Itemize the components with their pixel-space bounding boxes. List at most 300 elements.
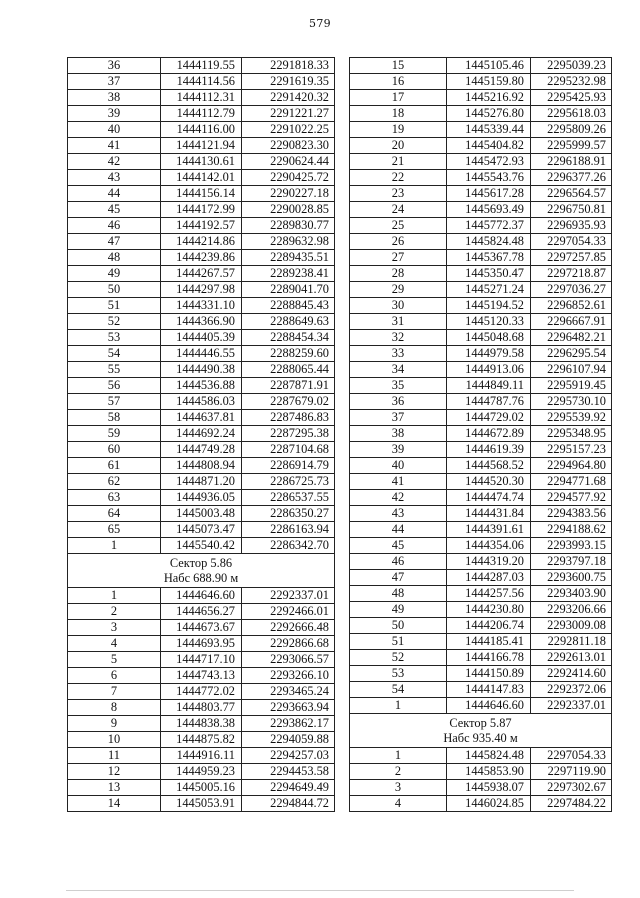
point-number-cell: 18 — [350, 106, 447, 122]
table-row — [350, 202, 612, 218]
y-coordinate-cell: 2292811.18 — [531, 634, 612, 650]
point-number-cell: 52 — [68, 314, 161, 330]
x-coordinate-cell: 1444297.98 — [161, 282, 242, 298]
table-row — [350, 442, 612, 458]
point-number-cell: 24 — [350, 202, 447, 218]
table-row — [68, 506, 335, 522]
x-coordinate-cell: 1445824.48 — [447, 748, 531, 764]
point-number-cell: 62 — [68, 474, 161, 490]
point-number-cell: 14 — [68, 796, 161, 812]
point-number-cell: 48 — [68, 250, 161, 266]
x-coordinate-cell: 1444319.20 — [447, 554, 531, 570]
point-number-cell: 58 — [68, 410, 161, 426]
x-coordinate-cell: 1444916.11 — [161, 748, 242, 764]
point-number-cell: 49 — [68, 266, 161, 282]
point-number-cell: 38 — [68, 90, 161, 106]
table-row — [68, 764, 335, 780]
table-row — [350, 234, 612, 250]
x-coordinate-cell: 1444787.76 — [447, 394, 531, 410]
x-coordinate-cell: 1444446.55 — [161, 346, 242, 362]
y-coordinate-cell: 2288065.44 — [242, 362, 335, 378]
table-row — [68, 716, 335, 732]
x-coordinate-cell: 1444536.88 — [161, 378, 242, 394]
x-coordinate-cell: 1444875.82 — [161, 732, 242, 748]
x-coordinate-cell: 1444743.13 — [161, 668, 242, 684]
x-coordinate-cell: 1444871.20 — [161, 474, 242, 490]
table-row — [68, 732, 335, 748]
y-coordinate-cell: 2295919.45 — [531, 378, 612, 394]
point-number-cell: 40 — [68, 122, 161, 138]
y-coordinate-cell: 2296295.54 — [531, 346, 612, 362]
point-number-cell: 11 — [68, 748, 161, 764]
y-coordinate-cell: 2294649.49 — [242, 780, 335, 796]
y-coordinate-cell: 2293862.17 — [242, 716, 335, 732]
y-coordinate-cell: 2297119.90 — [531, 764, 612, 780]
table-row — [68, 490, 335, 506]
table-row — [350, 796, 612, 812]
y-coordinate-cell: 2293797.18 — [531, 554, 612, 570]
x-coordinate-cell: 1444156.14 — [161, 186, 242, 202]
point-number-cell: 19 — [350, 122, 447, 138]
table-row — [350, 698, 612, 714]
point-number-cell: 5 — [68, 652, 161, 668]
y-coordinate-cell: 2294257.03 — [242, 748, 335, 764]
x-coordinate-cell: 1444366.90 — [161, 314, 242, 330]
x-coordinate-cell: 1444114.56 — [161, 74, 242, 90]
x-coordinate-cell: 1444119.55 — [161, 58, 242, 74]
y-coordinate-cell: 2287104.68 — [242, 442, 335, 458]
table-row — [350, 650, 612, 666]
x-coordinate-cell: 1444112.79 — [161, 106, 242, 122]
point-number-cell: 55 — [68, 362, 161, 378]
table-row — [350, 506, 612, 522]
table-row — [350, 330, 612, 346]
y-coordinate-cell: 2295232.98 — [531, 74, 612, 90]
y-coordinate-cell: 2296107.94 — [531, 362, 612, 378]
y-coordinate-cell: 2294771.68 — [531, 474, 612, 490]
x-coordinate-cell: 1444130.61 — [161, 154, 242, 170]
table-row — [68, 266, 335, 282]
x-coordinate-cell: 1445772.37 — [447, 218, 531, 234]
table-row — [350, 298, 612, 314]
table-row — [68, 442, 335, 458]
table-row — [350, 218, 612, 234]
x-coordinate-cell: 1446024.85 — [447, 796, 531, 812]
table-row — [350, 314, 612, 330]
y-coordinate-cell: 2286350.27 — [242, 506, 335, 522]
table-row — [350, 378, 612, 394]
point-number-cell: 6 — [68, 668, 161, 684]
y-coordinate-cell: 2296377.26 — [531, 170, 612, 186]
y-coordinate-cell: 2294059.88 — [242, 732, 335, 748]
x-coordinate-cell: 1445472.93 — [447, 154, 531, 170]
table-row — [68, 250, 335, 266]
point-number-cell: 31 — [350, 314, 447, 330]
table-row — [350, 282, 612, 298]
table-row — [68, 636, 335, 652]
y-coordinate-cell: 2291420.32 — [242, 90, 335, 106]
x-coordinate-cell: 1445105.46 — [447, 58, 531, 74]
sector-title: Сектор 5.86 — [169, 555, 233, 570]
sector-altitude: Набс 688.90 м — [163, 570, 239, 585]
point-number-cell: 9 — [68, 716, 161, 732]
x-coordinate-cell: 1444490.38 — [161, 362, 242, 378]
point-number-cell: 65 — [68, 522, 161, 538]
y-coordinate-cell: 2294383.56 — [531, 506, 612, 522]
y-coordinate-cell: 2288845.43 — [242, 298, 335, 314]
y-coordinate-cell: 2286537.55 — [242, 490, 335, 506]
point-number-cell: 22 — [350, 170, 447, 186]
x-coordinate-cell: 1444808.94 — [161, 458, 242, 474]
table-row — [350, 74, 612, 90]
point-number-cell: 48 — [350, 586, 447, 602]
x-coordinate-cell: 1444672.89 — [447, 426, 531, 442]
y-coordinate-cell: 2287871.91 — [242, 378, 335, 394]
x-coordinate-cell: 1444331.10 — [161, 298, 242, 314]
x-coordinate-cell: 1444287.03 — [447, 570, 531, 586]
table-row — [350, 250, 612, 266]
y-coordinate-cell: 2293403.90 — [531, 586, 612, 602]
point-number-cell: 2 — [68, 604, 161, 620]
y-coordinate-cell: 2293009.08 — [531, 618, 612, 634]
x-coordinate-cell: 1444150.89 — [447, 666, 531, 682]
point-number-cell: 52 — [350, 650, 447, 666]
point-number-cell: 30 — [350, 298, 447, 314]
x-coordinate-cell: 1445938.07 — [447, 780, 531, 796]
x-coordinate-cell: 1444116.00 — [161, 122, 242, 138]
y-coordinate-cell: 2292337.01 — [531, 698, 612, 714]
table-row — [68, 218, 335, 234]
point-number-cell: 2 — [350, 764, 447, 780]
x-coordinate-cell: 1444405.39 — [161, 330, 242, 346]
x-coordinate-cell: 1445824.48 — [447, 234, 531, 250]
x-coordinate-cell: 1444913.06 — [447, 362, 531, 378]
point-number-cell: 12 — [68, 764, 161, 780]
point-number-cell: 57 — [68, 394, 161, 410]
point-number-cell: 23 — [350, 186, 447, 202]
table-row — [68, 748, 335, 764]
y-coordinate-cell: 2291221.27 — [242, 106, 335, 122]
y-coordinate-cell: 2289435.51 — [242, 250, 335, 266]
y-coordinate-cell: 2297257.85 — [531, 250, 612, 266]
table-row — [68, 74, 335, 90]
point-number-cell: 54 — [350, 682, 447, 698]
y-coordinate-cell: 2295039.23 — [531, 58, 612, 74]
point-number-cell: 44 — [350, 522, 447, 538]
x-coordinate-cell: 1444112.31 — [161, 90, 242, 106]
x-coordinate-cell: 1444586.03 — [161, 394, 242, 410]
point-number-cell: 3 — [350, 780, 447, 796]
point-number-cell: 51 — [350, 634, 447, 650]
point-number-cell: 29 — [350, 282, 447, 298]
table-row — [350, 58, 612, 74]
y-coordinate-cell: 2287295.38 — [242, 426, 335, 442]
point-number-cell: 60 — [68, 442, 161, 458]
x-coordinate-cell: 1444979.58 — [447, 346, 531, 362]
table-row — [68, 234, 335, 250]
table-row — [350, 570, 612, 586]
y-coordinate-cell: 2296667.91 — [531, 314, 612, 330]
x-coordinate-cell: 1444239.86 — [161, 250, 242, 266]
y-coordinate-cell: 2292666.48 — [242, 620, 335, 636]
y-coordinate-cell: 2295618.03 — [531, 106, 612, 122]
table-row — [350, 748, 612, 764]
y-coordinate-cell: 2297484.22 — [531, 796, 612, 812]
y-coordinate-cell: 2296935.93 — [531, 218, 612, 234]
y-coordinate-cell: 2295730.10 — [531, 394, 612, 410]
table-row — [68, 538, 335, 554]
x-coordinate-cell: 1445276.80 — [447, 106, 531, 122]
table-row — [68, 780, 335, 796]
table-row — [68, 202, 335, 218]
y-coordinate-cell: 2286342.70 — [242, 538, 335, 554]
point-number-cell: 45 — [350, 538, 447, 554]
table-row — [68, 394, 335, 410]
y-coordinate-cell: 2295999.57 — [531, 138, 612, 154]
y-coordinate-cell: 2289632.98 — [242, 234, 335, 250]
x-coordinate-cell: 1445159.80 — [447, 74, 531, 90]
point-number-cell: 50 — [68, 282, 161, 298]
table-row — [68, 620, 335, 636]
table-row — [68, 700, 335, 716]
y-coordinate-cell: 2296852.61 — [531, 298, 612, 314]
table-row — [68, 330, 335, 346]
table-row — [68, 122, 335, 138]
table-row — [68, 90, 335, 106]
table-row — [350, 426, 612, 442]
y-coordinate-cell: 2291818.33 — [242, 58, 335, 74]
y-coordinate-cell: 2292414.60 — [531, 666, 612, 682]
x-coordinate-cell: 1444172.99 — [161, 202, 242, 218]
y-coordinate-cell: 2286163.94 — [242, 522, 335, 538]
table-row — [350, 538, 612, 554]
table-row — [350, 522, 612, 538]
x-coordinate-cell: 1445540.42 — [161, 538, 242, 554]
x-coordinate-cell: 1444803.77 — [161, 700, 242, 716]
y-coordinate-cell: 2297054.33 — [531, 234, 612, 250]
point-number-cell: 1 — [68, 588, 161, 604]
y-coordinate-cell: 2293066.57 — [242, 652, 335, 668]
table-row — [350, 474, 612, 490]
x-coordinate-cell: 1444166.78 — [447, 650, 531, 666]
point-number-cell: 39 — [68, 106, 161, 122]
y-coordinate-cell: 2293600.75 — [531, 570, 612, 586]
point-number-cell: 39 — [350, 442, 447, 458]
point-number-cell: 10 — [68, 732, 161, 748]
y-coordinate-cell: 2291022.25 — [242, 122, 335, 138]
table-row — [350, 394, 612, 410]
point-number-cell: 8 — [68, 700, 161, 716]
point-number-cell: 49 — [350, 602, 447, 618]
point-number-cell: 7 — [68, 684, 161, 700]
table-row — [350, 122, 612, 138]
x-coordinate-cell: 1444619.39 — [447, 442, 531, 458]
x-coordinate-cell: 1444354.06 — [447, 538, 531, 554]
coordinates-table-right — [349, 57, 612, 812]
table-row — [350, 618, 612, 634]
point-number-cell: 41 — [68, 138, 161, 154]
table-row — [68, 106, 335, 122]
table-row — [68, 378, 335, 394]
sector-header — [350, 714, 612, 748]
y-coordinate-cell: 2294964.80 — [531, 458, 612, 474]
x-coordinate-cell: 1444267.57 — [161, 266, 242, 282]
sector-altitude: Набс 935.40 м — [443, 730, 518, 745]
point-number-cell: 4 — [68, 636, 161, 652]
table-row — [350, 346, 612, 362]
x-coordinate-cell: 1444192.57 — [161, 218, 242, 234]
x-coordinate-cell: 1444206.74 — [447, 618, 531, 634]
point-number-cell: 47 — [68, 234, 161, 250]
y-coordinate-cell: 2295539.92 — [531, 410, 612, 426]
point-number-cell: 20 — [350, 138, 447, 154]
x-coordinate-cell: 1444959.23 — [161, 764, 242, 780]
point-number-cell: 64 — [68, 506, 161, 522]
point-number-cell: 34 — [350, 362, 447, 378]
point-number-cell: 61 — [68, 458, 161, 474]
x-coordinate-cell: 1444646.60 — [161, 588, 242, 604]
y-coordinate-cell: 2292337.01 — [242, 588, 335, 604]
table-row — [68, 522, 335, 538]
x-coordinate-cell: 1445048.68 — [447, 330, 531, 346]
y-coordinate-cell: 2294188.62 — [531, 522, 612, 538]
x-coordinate-cell: 1445003.48 — [161, 506, 242, 522]
point-number-cell: 46 — [350, 554, 447, 570]
table-row — [68, 154, 335, 170]
x-coordinate-cell: 1444520.30 — [447, 474, 531, 490]
x-coordinate-cell: 1445271.24 — [447, 282, 531, 298]
sector-header-row — [350, 714, 612, 748]
sector-title: Сектор 5.87 — [449, 715, 512, 730]
table-row — [68, 796, 335, 812]
x-coordinate-cell: 1444637.81 — [161, 410, 242, 426]
table-row — [350, 666, 612, 682]
x-coordinate-cell: 1444474.74 — [447, 490, 531, 506]
point-number-cell: 1 — [350, 748, 447, 764]
table-row — [68, 604, 335, 620]
point-number-cell: 41 — [350, 474, 447, 490]
point-number-cell: 32 — [350, 330, 447, 346]
y-coordinate-cell: 2290823.30 — [242, 138, 335, 154]
table-row — [68, 474, 335, 490]
y-coordinate-cell: 2292466.01 — [242, 604, 335, 620]
table-row — [350, 780, 612, 796]
x-coordinate-cell: 1444142.01 — [161, 170, 242, 186]
y-coordinate-cell: 2294844.72 — [242, 796, 335, 812]
y-coordinate-cell: 2288259.60 — [242, 346, 335, 362]
point-number-cell: 53 — [350, 666, 447, 682]
point-number-cell: 40 — [350, 458, 447, 474]
point-number-cell: 51 — [68, 298, 161, 314]
y-coordinate-cell: 2289041.70 — [242, 282, 335, 298]
point-number-cell: 27 — [350, 250, 447, 266]
x-coordinate-cell: 1444431.84 — [447, 506, 531, 522]
y-coordinate-cell: 2294453.58 — [242, 764, 335, 780]
y-coordinate-cell: 2293993.15 — [531, 538, 612, 554]
x-coordinate-cell: 1445005.16 — [161, 780, 242, 796]
sector-header-row — [68, 554, 335, 588]
y-coordinate-cell: 2289830.77 — [242, 218, 335, 234]
table-row — [68, 668, 335, 684]
x-coordinate-cell: 1445073.47 — [161, 522, 242, 538]
y-coordinate-cell: 2292372.06 — [531, 682, 612, 698]
y-coordinate-cell: 2292866.68 — [242, 636, 335, 652]
point-number-cell: 50 — [350, 618, 447, 634]
point-number-cell: 59 — [68, 426, 161, 442]
table-row — [68, 684, 335, 700]
table-row — [350, 170, 612, 186]
y-coordinate-cell: 2287486.83 — [242, 410, 335, 426]
x-coordinate-cell: 1445693.49 — [447, 202, 531, 218]
table-row — [350, 410, 612, 426]
point-number-cell: 1 — [68, 538, 161, 554]
point-number-cell: 16 — [350, 74, 447, 90]
point-number-cell: 43 — [68, 170, 161, 186]
table-row — [68, 282, 335, 298]
point-number-cell: 42 — [68, 154, 161, 170]
y-coordinate-cell: 2289238.41 — [242, 266, 335, 282]
y-coordinate-cell: 2286725.73 — [242, 474, 335, 490]
x-coordinate-cell: 1445617.28 — [447, 186, 531, 202]
y-coordinate-cell: 2297054.33 — [531, 748, 612, 764]
point-number-cell: 3 — [68, 620, 161, 636]
y-coordinate-cell: 2296188.91 — [531, 154, 612, 170]
x-coordinate-cell: 1444693.95 — [161, 636, 242, 652]
y-coordinate-cell: 2295809.26 — [531, 122, 612, 138]
point-number-cell: 46 — [68, 218, 161, 234]
table-row — [68, 58, 335, 74]
bottom-rule — [66, 890, 574, 891]
x-coordinate-cell: 1444936.05 — [161, 490, 242, 506]
table-row — [350, 458, 612, 474]
table-row — [68, 186, 335, 202]
table-row — [350, 266, 612, 282]
x-coordinate-cell: 1444673.67 — [161, 620, 242, 636]
y-coordinate-cell: 2288454.34 — [242, 330, 335, 346]
y-coordinate-cell: 2290227.18 — [242, 186, 335, 202]
table-row — [68, 652, 335, 668]
x-coordinate-cell: 1445367.78 — [447, 250, 531, 266]
table-row — [68, 170, 335, 186]
x-coordinate-cell: 1444646.60 — [447, 698, 531, 714]
x-coordinate-cell: 1444717.10 — [161, 652, 242, 668]
x-coordinate-cell: 1444772.02 — [161, 684, 242, 700]
x-coordinate-cell: 1444749.28 — [161, 442, 242, 458]
table-row — [68, 138, 335, 154]
coordinates-table-left — [67, 57, 335, 812]
y-coordinate-cell: 2292613.01 — [531, 650, 612, 666]
x-coordinate-cell: 1444214.86 — [161, 234, 242, 250]
x-coordinate-cell: 1445053.91 — [161, 796, 242, 812]
table-row — [350, 554, 612, 570]
table-row — [350, 764, 612, 780]
page-number: 579 — [309, 17, 331, 30]
point-number-cell: 42 — [350, 490, 447, 506]
x-coordinate-cell: 1445404.82 — [447, 138, 531, 154]
point-number-cell: 25 — [350, 218, 447, 234]
y-coordinate-cell: 2297036.27 — [531, 282, 612, 298]
y-coordinate-cell: 2293266.10 — [242, 668, 335, 684]
point-number-cell: 13 — [68, 780, 161, 796]
table-row — [350, 586, 612, 602]
table-row — [350, 106, 612, 122]
y-coordinate-cell: 2295425.93 — [531, 90, 612, 106]
x-coordinate-cell: 1445120.33 — [447, 314, 531, 330]
y-coordinate-cell: 2295157.23 — [531, 442, 612, 458]
x-coordinate-cell: 1445216.92 — [447, 90, 531, 106]
point-number-cell: 44 — [68, 186, 161, 202]
table-row — [68, 458, 335, 474]
